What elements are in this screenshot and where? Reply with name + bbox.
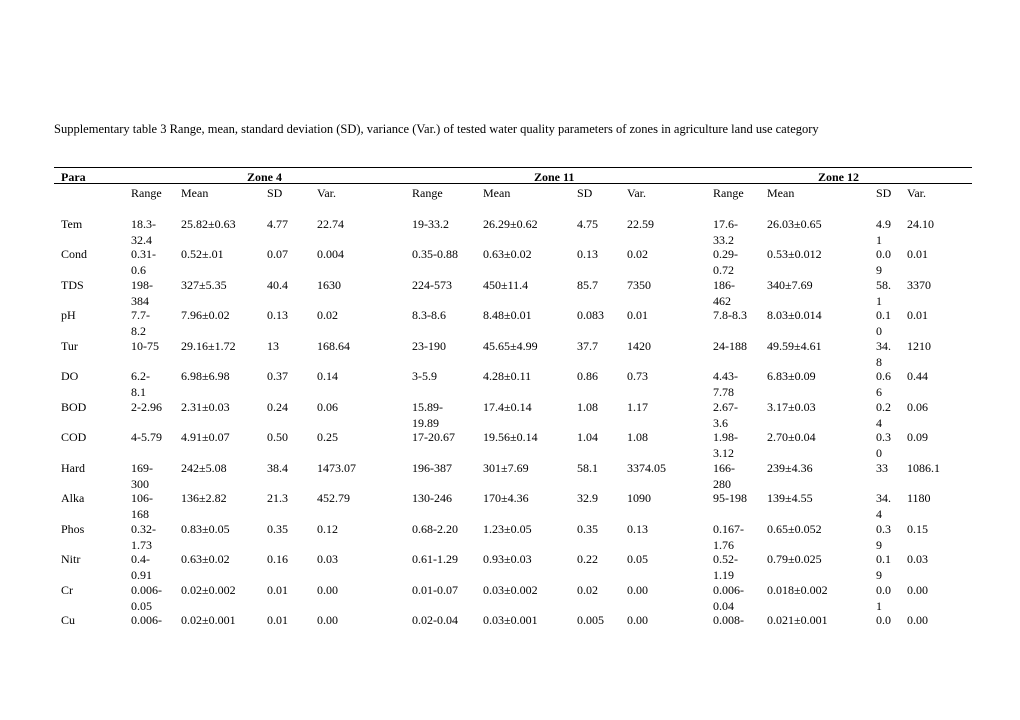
table-cell: 1.08 — [577, 400, 598, 414]
table-cell: 3370 — [907, 278, 931, 292]
row-param-label: COD — [61, 430, 87, 444]
table-cell: 13 — [267, 339, 279, 353]
table-cell: 0.35-0.88 — [412, 247, 458, 261]
table-cell: 0.00 — [627, 613, 648, 627]
table-cell: 0.15 — [907, 522, 928, 536]
table-cell: 0.13 — [577, 247, 598, 261]
table-cell: 340±7.69 — [767, 278, 813, 292]
table-header-rule — [54, 183, 972, 184]
table-cell: 0.02 — [627, 247, 648, 261]
table-cell: 224-573 — [412, 278, 452, 292]
table-cell: 22.74 — [317, 217, 344, 231]
table-cell: 4.75 — [577, 217, 598, 231]
subheader-sd: SD — [577, 186, 593, 200]
table-cell: 0.008- — [713, 613, 744, 627]
table-cell: 29.16±1.72 — [181, 339, 236, 353]
row-param-label: Tem — [61, 217, 83, 231]
table-cell: 0.03±0.002 — [483, 583, 538, 597]
table-cell: 0.02 — [317, 308, 338, 322]
table-cell: 7.7- 8.2 — [131, 308, 150, 338]
table-cell: 34. 8 — [876, 339, 891, 369]
table-cell: 0.01 — [907, 308, 928, 322]
table-cell: 0.167- 1.76 — [713, 522, 744, 552]
table-cell: 0.01 — [907, 247, 928, 261]
table-cell: 7.96±0.02 — [181, 308, 230, 322]
row-param-label: Alka — [61, 491, 85, 505]
table-cell: 0.53±0.012 — [767, 247, 822, 261]
table-cell: 186- 462 — [713, 278, 735, 308]
table-cell: 0.22 — [577, 552, 598, 566]
table-cell: 25.82±0.63 — [181, 217, 236, 231]
table-cell: 0.50 — [267, 430, 288, 444]
table-cell: 0.03 — [317, 552, 338, 566]
table-cell: 4.91±0.07 — [181, 430, 230, 444]
table-cell: 0.65±0.052 — [767, 522, 822, 536]
row-param-label: Cu — [61, 613, 76, 627]
table-cell: 0.79±0.025 — [767, 552, 822, 566]
subheader-mean: Mean — [767, 186, 795, 200]
table-cell: 0.00 — [907, 583, 928, 597]
table-cell: 0.83±0.05 — [181, 522, 230, 536]
table-cell: 24.10 — [907, 217, 934, 231]
table-cell: 0.44 — [907, 369, 928, 383]
table-cell: 8.48±0.01 — [483, 308, 532, 322]
subheader-sd: SD — [876, 186, 892, 200]
table-cell: 0.35 — [577, 522, 598, 536]
table-cell: 0.018±0.002 — [767, 583, 828, 597]
table-cell: 0.09 — [907, 430, 928, 444]
row-param-label: Cr — [61, 583, 73, 597]
table-cell: 327±5.35 — [181, 278, 227, 292]
table-cell: 0.06 — [317, 400, 338, 414]
subheader-var: Var. — [907, 186, 926, 200]
table-cell: 7350 — [627, 278, 651, 292]
table-cell: 6.83±0.09 — [767, 369, 816, 383]
table-cell: 0.00 — [627, 583, 648, 597]
table-cell: 1090 — [627, 491, 651, 505]
table-cell: 1180 — [907, 491, 931, 505]
subheader-mean: Mean — [181, 186, 209, 200]
table-cell: 3-5.9 — [412, 369, 437, 383]
table-cell: 0.01 — [267, 613, 288, 627]
table-cell: 23-190 — [412, 339, 446, 353]
row-param-label: Nitr — [61, 552, 81, 566]
table-cell: 6.98±6.98 — [181, 369, 230, 383]
table-cell: 1.17 — [627, 400, 648, 414]
table-cell: 198- 384 — [131, 278, 153, 308]
table-cell: 0.01 — [267, 583, 288, 597]
table-cell: 301±7.69 — [483, 461, 529, 475]
row-param-label: DO — [61, 369, 79, 383]
table-cell: 2.70±0.04 — [767, 430, 816, 444]
table-cell: 49.59±4.61 — [767, 339, 822, 353]
table-cell: 0.021±0.001 — [767, 613, 828, 627]
table-cell: 0.1 0 — [876, 308, 891, 338]
table-cell: 0.083 — [577, 308, 604, 322]
table-cell: 168.64 — [317, 339, 350, 353]
table-cell: 0.01-0.07 — [412, 583, 458, 597]
subheader-range: Range — [412, 186, 443, 200]
table-cell: 0.02-0.04 — [412, 613, 458, 627]
table-cell: 0.02 — [577, 583, 598, 597]
table-cell: 136±2.82 — [181, 491, 227, 505]
table-cell: 0.3 0 — [876, 430, 891, 460]
table-cell: 0.0 9 — [876, 247, 891, 277]
table-cell: 2.31±0.03 — [181, 400, 230, 414]
table-cell: 196-387 — [412, 461, 452, 475]
row-param-label: pH — [61, 308, 76, 322]
table-cell: 1.98- 3.12 — [713, 430, 738, 460]
table-cell: 0.29- 0.72 — [713, 247, 738, 277]
table-cell: 1086.1 — [907, 461, 940, 475]
table-cell: 0.37 — [267, 369, 288, 383]
table-cell: 0.07 — [267, 247, 288, 261]
table-cell: 0.2 4 — [876, 400, 891, 430]
table-cell: 130-246 — [412, 491, 452, 505]
table-cell: 0.68-2.20 — [412, 522, 458, 536]
table-cell: 21.3 — [267, 491, 288, 505]
table-cell: 0.004 — [317, 247, 344, 261]
table-cell: 45.65±4.99 — [483, 339, 538, 353]
table-cell: 170±4.36 — [483, 491, 529, 505]
subheader-var: Var. — [317, 186, 336, 200]
table-cell: 0.61-1.29 — [412, 552, 458, 566]
row-param-label: TDS — [61, 278, 84, 292]
table-cell: 33 — [876, 461, 888, 475]
subheader-mean: Mean — [483, 186, 511, 200]
row-param-label: Hard — [61, 461, 85, 475]
table-cell: 0.05 — [627, 552, 648, 566]
table-cell: 4.43- 7.78 — [713, 369, 738, 399]
table-cell: 1.23±0.05 — [483, 522, 532, 536]
table-cell: 1210 — [907, 339, 931, 353]
zone-header: Zone 4 — [247, 170, 283, 184]
row-param-label: Tur — [61, 339, 78, 353]
table-cell: 0.1 9 — [876, 552, 891, 582]
table-cell: 0.006- 0.04 — [713, 583, 744, 613]
table-cell: 17-20.67 — [412, 430, 455, 444]
table-cell: 32.9 — [577, 491, 598, 505]
table-cell: 0.6 6 — [876, 369, 891, 399]
table-cell: 0.13 — [627, 522, 648, 536]
table-cell: 0.03 — [907, 552, 928, 566]
table-cell: 1420 — [627, 339, 651, 353]
table-cell: 0.06 — [907, 400, 928, 414]
table-cell: 450±11.4 — [483, 278, 529, 292]
param-header: Para — [61, 170, 86, 184]
zone-header: Zone 11 — [534, 170, 575, 184]
zone-header: Zone 12 — [818, 170, 860, 184]
table-cell: 0.16 — [267, 552, 288, 566]
table-cell: 242±5.08 — [181, 461, 227, 475]
table-cell: 169- 300 — [131, 461, 153, 491]
subheader-range: Range — [131, 186, 162, 200]
table-cell: 2-2.96 — [131, 400, 162, 414]
table-cell: 452.79 — [317, 491, 350, 505]
table-cell: 0.63±0.02 — [181, 552, 230, 566]
table-cell: 0.52- 1.19 — [713, 552, 738, 582]
table-cell: 10-75 — [131, 339, 159, 353]
table-cell: 3374.05 — [627, 461, 666, 475]
table-cell: 26.03±0.65 — [767, 217, 822, 231]
table-cell: 0.93±0.03 — [483, 552, 532, 566]
table-cell: 0.3 9 — [876, 522, 891, 552]
table-cell: 40.4 — [267, 278, 288, 292]
table-cell: 19-33.2 — [412, 217, 449, 231]
table-cell: 0.32- 1.73 — [131, 522, 156, 552]
table-cell: 0.02±0.001 — [181, 613, 236, 627]
subheader-var: Var. — [627, 186, 646, 200]
table-cell: 4-5.79 — [131, 430, 162, 444]
row-param-label: BOD — [61, 400, 87, 414]
table-cell: 0.12 — [317, 522, 338, 536]
table-cell: 0.25 — [317, 430, 338, 444]
table-cell: 0.00 — [907, 613, 928, 627]
table-cell: 0.0 — [876, 613, 891, 627]
table-cell: 0.006- — [131, 613, 162, 627]
subheader-range: Range — [713, 186, 744, 200]
table-cell: 85.7 — [577, 278, 598, 292]
table-cell: 22.59 — [627, 217, 654, 231]
table-cell: 0.0 1 — [876, 583, 891, 613]
table-cell: 95-198 — [713, 491, 747, 505]
table-cell: 139±4.55 — [767, 491, 813, 505]
table-cell: 58.1 — [577, 461, 598, 475]
table-cell: 0.52±.01 — [181, 247, 224, 261]
table-cell: 38.4 — [267, 461, 288, 475]
table-cell: 7.8-8.3 — [713, 308, 747, 322]
table-cell: 0.006- 0.05 — [131, 583, 162, 613]
table-cell: 0.4- 0.91 — [131, 552, 152, 582]
table-cell: 4.77 — [267, 217, 288, 231]
table-cell: 58. 1 — [876, 278, 891, 308]
table-cell: 24-188 — [713, 339, 747, 353]
table-cell: 15.89- 19.89 — [412, 400, 443, 430]
table-top-rule — [54, 167, 972, 168]
subheader-sd: SD — [267, 186, 283, 200]
table-cell: 4.28±0.11 — [483, 369, 532, 383]
table-cell: 166- 280 — [713, 461, 735, 491]
table-cell: 0.86 — [577, 369, 598, 383]
table-cell: 37.7 — [577, 339, 598, 353]
table-cell: 1.04 — [577, 430, 598, 444]
table-cell: 0.24 — [267, 400, 288, 414]
table-cell: 2.67- 3.6 — [713, 400, 738, 430]
table-cell: 17.4±0.14 — [483, 400, 532, 414]
table-cell: 0.14 — [317, 369, 338, 383]
table-cell: 3.17±0.03 — [767, 400, 816, 414]
table-cell: 239±4.36 — [767, 461, 813, 475]
table-cell: 19.56±0.14 — [483, 430, 538, 444]
table-cell: 0.00 — [317, 583, 338, 597]
table-cell: 0.63±0.02 — [483, 247, 532, 261]
table-cell: 0.01 — [627, 308, 648, 322]
table-cell: 0.31- 0.6 — [131, 247, 156, 277]
table-cell: 6.2- 8.1 — [131, 369, 150, 399]
row-param-label: Phos — [61, 522, 85, 536]
table-cell: 0.005 — [577, 613, 604, 627]
table-cell: 26.29±0.62 — [483, 217, 538, 231]
table-cell: 34. 4 — [876, 491, 891, 521]
table-cell: 1630 — [317, 278, 341, 292]
table-caption: Supplementary table 3 Range, mean, standard deviation (SD), variance (Var.) of tested water quality parameters of zones in agriculture land use category — [54, 122, 819, 136]
table-cell: 0.03±0.001 — [483, 613, 538, 627]
table-cell: 8.3-8.6 — [412, 308, 446, 322]
table-cell: 18.3- 32.4 — [131, 217, 156, 247]
table-cell: 1473.07 — [317, 461, 356, 475]
table-cell: 0.00 — [317, 613, 338, 627]
table-cell: 4.9 1 — [876, 217, 891, 247]
table-cell: 17.6- 33.2 — [713, 217, 738, 247]
table-cell: 0.02±0.002 — [181, 583, 236, 597]
table-cell: 106- 168 — [131, 491, 153, 521]
table-cell: 1.08 — [627, 430, 648, 444]
row-param-label: Cond — [61, 247, 88, 261]
table-cell: 8.03±0.014 — [767, 308, 822, 322]
table-cell: 0.35 — [267, 522, 288, 536]
table-cell: 0.13 — [267, 308, 288, 322]
table-cell: 0.73 — [627, 369, 648, 383]
